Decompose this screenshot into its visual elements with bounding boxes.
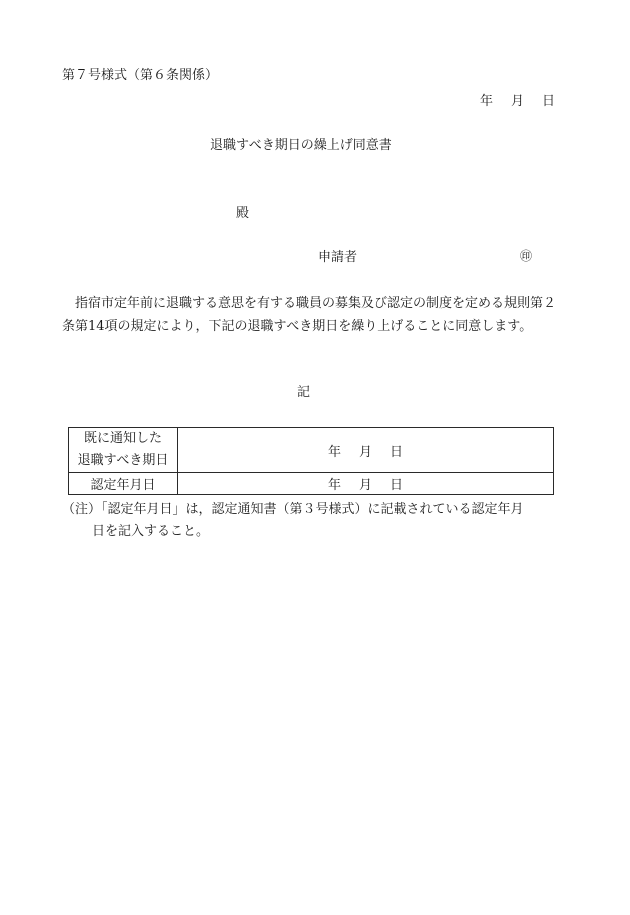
- retirement-date-value: 年 月 日: [178, 428, 554, 473]
- date-year: 年: [480, 94, 494, 109]
- date-month: 月: [511, 94, 525, 109]
- footnote-line-1: （注）「認定年月日」は，認定通知書（第３号様式）に記載されている認定年月: [62, 502, 524, 517]
- approval-date-label: 認定年月日: [69, 473, 178, 495]
- table-row: [69, 473, 554, 495]
- consent-body-text: 指宿市定年前に退職する意思を有する職員の募集及び認定の制度を定める規則第２条第14項の規定により，下記の退職すべき期日を繰り上げることに同意します。: [62, 296, 557, 334]
- footnote-line-2: 日を記入すること。: [92, 524, 210, 539]
- form-number: 第７号様式（第６条関係）: [62, 68, 219, 83]
- applicant-label: 申請者: [318, 250, 358, 265]
- table-row: [69, 428, 554, 473]
- seal-mark: ㊞: [520, 249, 533, 263]
- retirement-date-label: 既に通知した 退職すべき期日: [69, 428, 178, 473]
- document-title: 退職すべき期日の繰上げ同意書: [210, 138, 392, 153]
- footnote: [62, 499, 554, 543]
- addressee-honorific: 殿: [236, 206, 250, 221]
- date-day: 日: [542, 94, 556, 109]
- approval-date-value: 年 月 日: [178, 473, 554, 495]
- ki-heading: 記: [297, 385, 311, 400]
- dates-table: [68, 427, 554, 495]
- date-line: [480, 95, 555, 108]
